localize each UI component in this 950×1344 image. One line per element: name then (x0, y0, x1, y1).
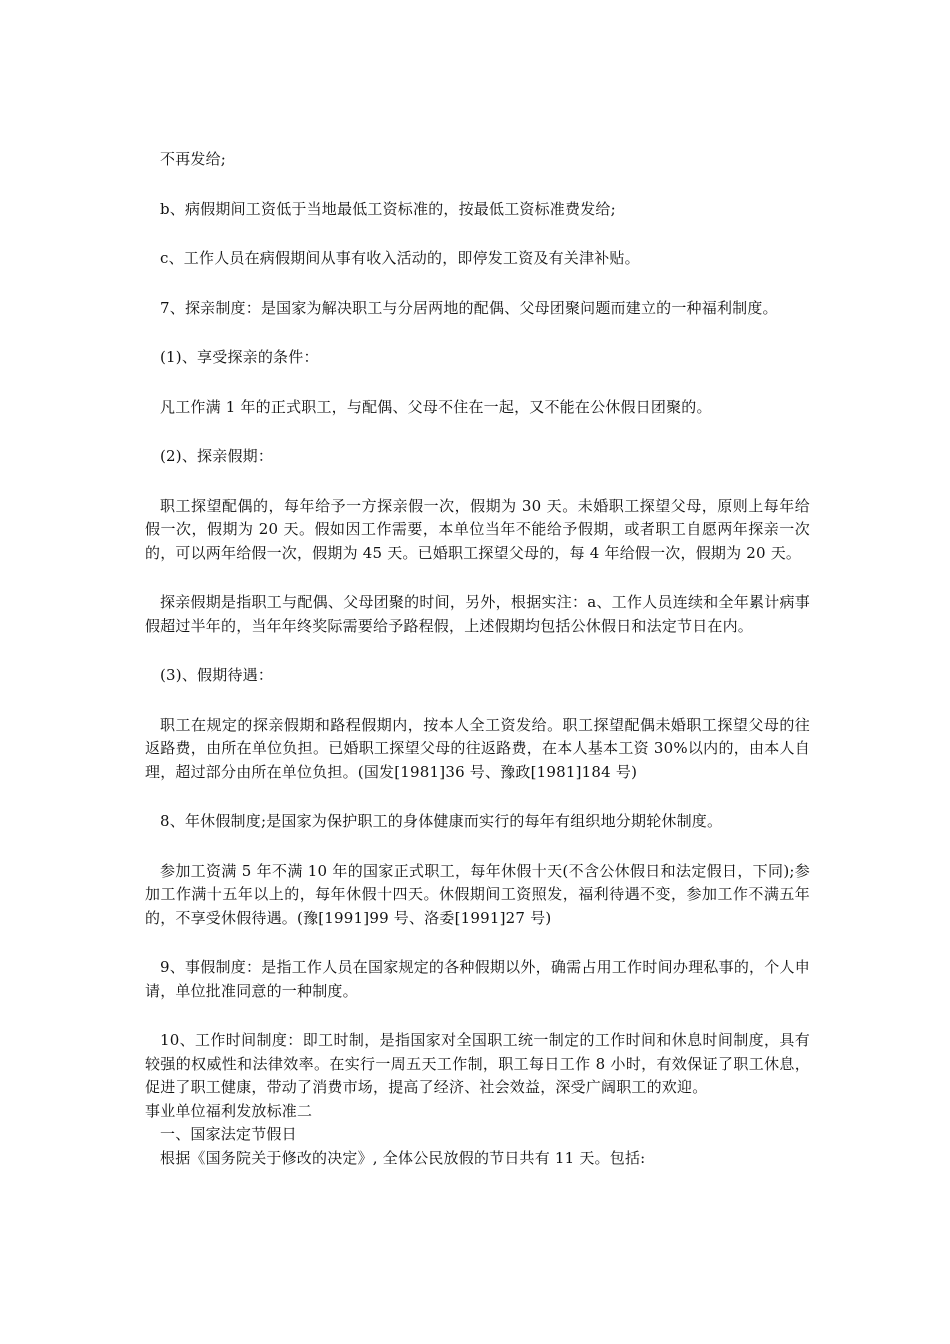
paragraph: 不再发给; (160, 150, 227, 168)
paragraph: 根据《国务院关于修改的决定》, 全体公民放假的节日共有 11 天。包括: (160, 1148, 646, 1167)
subsection-heading: (2)、探亲假期： (160, 447, 274, 465)
paragraph: 凡工作满 1 年的正式职工，与配偶、父母不住在一起，又不能在公休假日团聚的。 (160, 397, 712, 416)
section-heading: 一、国家法定节假日 (160, 1125, 297, 1143)
paragraph: b、病假期间工资低于当地最低工资标准的，按最低工资标准费发给; (160, 199, 616, 218)
subsection-heading: (3)、假期待遇： (160, 666, 274, 684)
section-heading: 8、年休假制度;是国家为保护职工的身体健康而实行的每年有组织地分期轮休制度。 (160, 812, 723, 830)
subsection-heading: (1)、享受探亲的条件： (160, 348, 319, 366)
paragraph: 职工在规定的探亲假期和路程假期内，按本人全工资发给。职工探望配偶未婚职工探望父母的往返路费，由所在单位负担。已婚职工探望父母的往返路费，在本人基本工资 30%以内的，由本人自理，超过部分由所在单位负担。(国发[1981]36 号、豫政[1981]184 号) (145, 715, 810, 781)
paragraph: 探亲假期是指职工与配偶、父母团聚的时间，另外，根据实注：a、工作人员连续和全年累计病事假超过半年的，当年年终奖际需要给予路程假，上述假期均包括公休假日和法定节日在内。 (145, 593, 810, 635)
section-heading: 7、探亲制度：是国家为解决职工与分居两地的配偶、父母团聚问题而建立的一种福利制度。 (160, 298, 778, 317)
section-heading: 9、事假制度：是指工作人员在国家规定的各种假期以外，确需占用工作时间办理私事的，个人申请，单位批准同意的一种制度。 (145, 958, 810, 1000)
paragraph: c、工作人员在病假期间从事有收入活动的，即停发工资及有关津补贴。 (160, 249, 640, 267)
paragraph: 参加工资满 5 年不满 10 年的国家正式职工，每年休假十天(不含公休假日和法定假日，下同);参加工作满十五年以上的，每年休假十四天。休假期间工资照发，福利待遇不变，参加工作不满五年的，不享受休假待遇。(豫[1991]99 号、洛委[1991]27 号) (145, 861, 810, 927)
section-heading: 10、工作时间制度：即工时制，是指国家对全国职工统一制定的工作时间和休息时间制度，具有较强的权威性和法律效率。在实行一周五天工作制，职工每日工作 8 小时，有效保证了职工休息，促进了职工健康，带动了消费市场，提高了经济、社会效益，深受广阔职工的欢迎。 (145, 1031, 810, 1096)
document-subtitle: 事业单位福利发放标准二 (145, 1101, 313, 1120)
paragraph: 职工探望配偶的，每年给予一方探亲假一次，假期为 30 天。未婚职工探望父母，原则上每年给假一次，假期为 20 天。假如因工作需要，本单位当年不能给予假期，或者职工自愿两年探亲一次的，可以两年给假一次，假期为 45 天。已婚职工探望父母的，每 4 年给假一次，假期为 20 天。 (145, 496, 810, 562)
document-body (145, 148, 810, 1170)
